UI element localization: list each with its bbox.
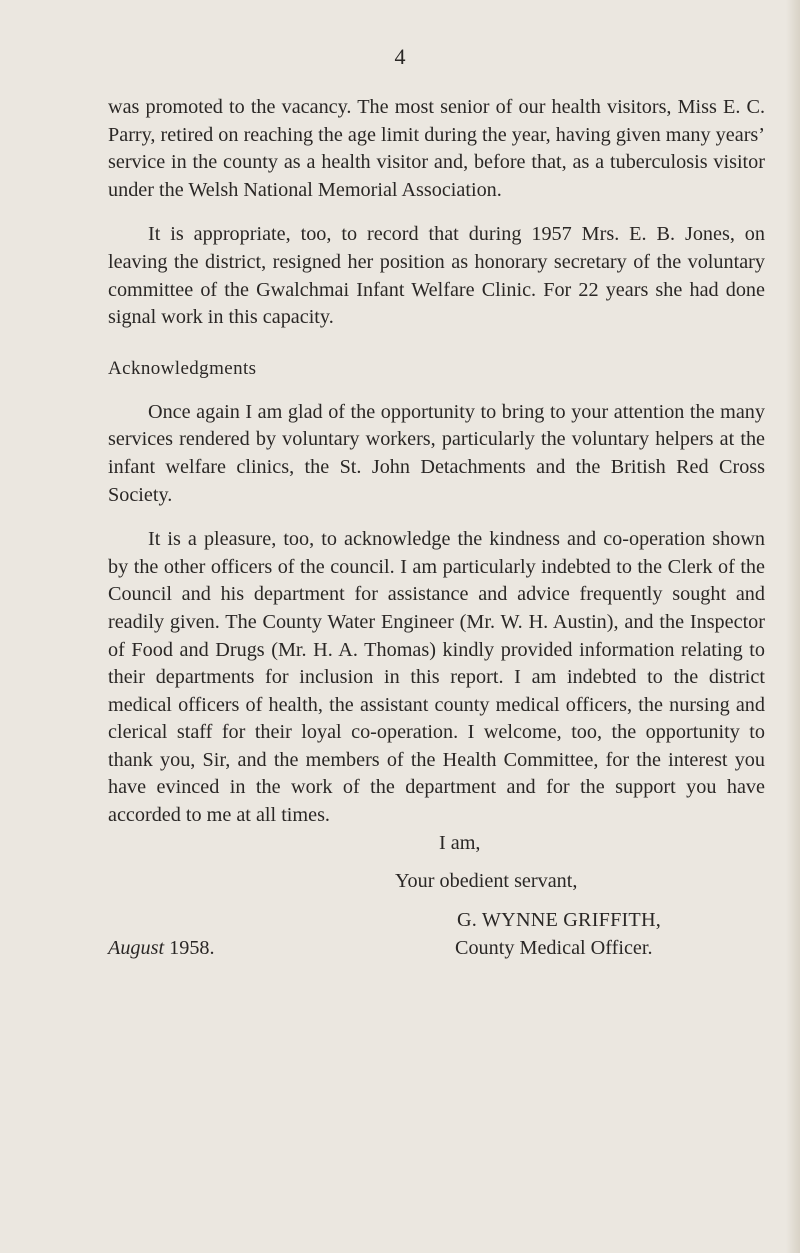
letter-closing xyxy=(108,830,765,970)
closing-obedient-servant: Your obedient servant, xyxy=(395,869,578,892)
paragraph-voluntary-workers: Once again I am glad of the opportunity to bring to your attention the many services rendered by voluntary workers, particularly the voluntary helpers at the infant welfare clinics, the St. John Detachments and the British Red Cross Society. xyxy=(108,400,765,506)
paragraph-vacancy: was promoted to the vacancy. The most senior of our health visitors, Miss E. C. Parry, retired on reaching the age limit during the year, having given many years’ service in the county as a health visitor and, before that, as a tuberculosis visitor under the Welsh National Memorial Association. xyxy=(108,96,765,201)
page-number: 4 xyxy=(394,44,406,69)
date-year: 1958. xyxy=(169,936,215,959)
signatory-title: County Medical Officer. xyxy=(455,936,653,959)
paragraph-honorary-secretary: It is appropriate, too, to record that during 1957 Mrs. E. B. Jones, on leaving the district, resigned her position as honorary secretary of the voluntary committee of the Gwalchmai Infant Welfare Clinic. For 22 years she had done signal work in this capacity. xyxy=(108,223,765,329)
page-edge-shadow xyxy=(786,0,800,1253)
letter-body xyxy=(108,94,765,970)
date-month: August xyxy=(108,936,165,959)
signatory-name: G. WYNNE GRIFFITH, xyxy=(457,908,661,931)
paragraph-thanks: It is a pleasure, too, to acknowledge the kindness and co-operation shown by the other officers of the council. I am particularly indebted to the Clerk of the Council and his department for assistance and advice frequently sought and readily given. The County Water Engineer (Mr. W. H. Austin), and the Inspector of Food and Drugs (Mr. H. A. Thomas) kindly provided information relating to their departments for inclusion in this report. I am indebted to the district medical officers of health, the assistant county medical officers, the nursing and clerical staff for their loyal co-operation. I welcome, too, the opportunity to thank you, Sir, and the members of the Health Committee, for the interest you have evinced in the work of the department and for the support you have accorded to me at all times. xyxy=(108,528,765,827)
letter-date xyxy=(108,935,215,963)
section-heading-acknowledgments: Acknowledgments xyxy=(108,357,257,379)
closing-i-am: I am, xyxy=(439,831,481,854)
